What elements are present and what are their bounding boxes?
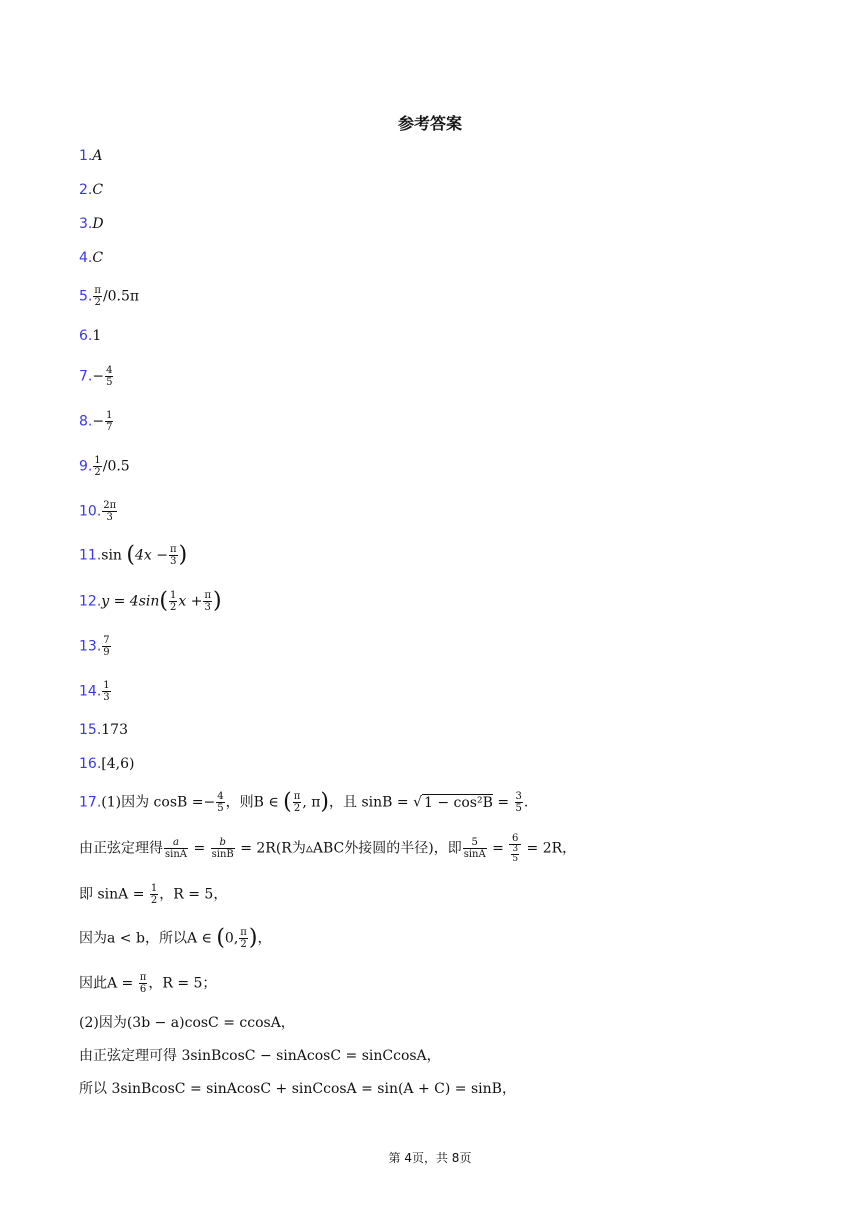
fraction: $\frac{1}{2}$ — [94, 455, 101, 478]
answer-number: 15. — [79, 722, 102, 738]
answer-number: 12. — [79, 593, 102, 610]
answer-2 — [79, 180, 103, 200]
answer-number: 6. — [79, 328, 93, 344]
solution-line-1: 17.(1)因为 cosB =− $\frac{4}{5}$ ，则B ∈ ( $\frac{\pi}{2}$ , π)，且 sinB = √ 1 − cos²B = $\frac{3}{5}$ . — [79, 789, 529, 815]
fraction: $\frac{\pi}{2}$ — [240, 927, 247, 950]
answer-number: 14. — [79, 683, 102, 700]
answer-8 — [79, 410, 114, 433]
answer-14 — [79, 680, 112, 703]
answer-number: 8. — [79, 413, 93, 430]
sign: − — [92, 413, 105, 430]
solution-line-7: 由正弦定理可得 3sinBcosC − sinAcosC = sinCcosA， — [79, 1048, 441, 1064]
answer-value: C — [92, 182, 104, 198]
answer-1 — [79, 146, 102, 166]
fraction: $\frac{4}{5}$ — [217, 791, 224, 814]
answer-11: 11.sin (4x − $\frac{\pi}{3}$ ) — [79, 542, 188, 568]
answer-4 — [79, 248, 103, 268]
answer-number: 13. — [79, 638, 102, 655]
answer-number: 11. — [79, 547, 102, 564]
answer-5 — [79, 285, 139, 308]
solution-line-5: 因此A = $\frac{\pi}{6}$ ，R = 5； — [79, 972, 217, 995]
solution-line-4: 因为a < b，所以A ∈ (0, $\frac{\pi}{2}$ )， — [79, 925, 272, 951]
fraction: $\frac{\pi}{2}$ — [293, 791, 301, 814]
answer-value: /0.5 — [102, 458, 130, 475]
solution-line-2: 由正弦定理得 $\frac{a}{\sin A}$ = $\frac{b}{\sin B}$ = 2R(R为▵ABC外接圆的半径)，即 $\frac{5}{\sin A}$ = $\frac{6}{\frac{3}{5}}$ = 2R， — [79, 833, 577, 864]
answer-3 — [79, 214, 104, 234]
answer-9 — [79, 455, 130, 478]
answer-13 — [79, 635, 112, 658]
answer-number: 1. — [79, 148, 93, 164]
answer-number: 9. — [79, 458, 93, 475]
answer-16 — [79, 754, 134, 774]
fraction: $\frac{7}{9}$ — [103, 635, 110, 658]
fraction: $\frac{6}{\frac{3}{5}}$ — [509, 833, 521, 864]
answer-value: 1 — [92, 328, 102, 344]
answer-number: 7. — [79, 368, 93, 385]
answer-12: 12.y = 4sin( $\frac{1}{2}$ x + $\frac{\pi}{3}$ ) — [79, 588, 222, 614]
fraction: $\frac{\pi}{3}$ — [169, 544, 177, 567]
answer-number: 16. — [79, 756, 102, 772]
sqrt-expression: 1 − cos²B — [424, 794, 493, 811]
answer-7 — [79, 365, 114, 388]
solution-line-8: 所以 3sinBcosC = sinAcosC + sinCcosA = sin(A + C) = sinB， — [79, 1081, 516, 1097]
answer-number: 2. — [79, 182, 93, 198]
answer-value: A — [92, 148, 103, 164]
fraction: $\frac{5}{\sin A}$ — [463, 837, 486, 860]
answer-number: 4. — [79, 250, 93, 266]
fraction: $\frac{a}{\sin A}$ — [165, 837, 187, 860]
page-footer: 第 4页，共 8页 — [388, 1151, 472, 1165]
answer-value: 173 — [101, 722, 128, 738]
answer-number: 17. — [79, 794, 102, 811]
answer-number: 3. — [79, 216, 93, 232]
solution-line-3: 即 sinA = $\frac{1}{2}$ ，R = 5， — [79, 883, 228, 906]
fraction: $\frac{\pi}{2}$ — [94, 285, 101, 308]
answer-6 — [79, 326, 101, 346]
answer-value: /0.5π — [102, 288, 140, 305]
fraction: $\frac{4}{5}$ — [106, 365, 113, 388]
answer-number: 5. — [79, 288, 93, 305]
solution-line-6: (2)因为(3b − a)cosC = ccosA， — [79, 1015, 295, 1031]
fraction: $\frac{1}{2}$ — [170, 590, 177, 613]
sign: − — [92, 368, 105, 385]
fraction: $\frac{1}{3}$ — [103, 680, 110, 703]
answer-15 — [79, 720, 128, 740]
fraction: $\frac{\pi}{6}$ — [139, 972, 147, 995]
answer-number: 10. — [79, 503, 102, 520]
answer-10 — [79, 500, 118, 523]
page-title: 参考答案 — [397, 114, 462, 133]
fraction: $\frac{2\pi}{3}$ — [103, 500, 117, 523]
fraction: $\frac{1}{2}$ — [150, 883, 158, 906]
fraction: $\frac{\pi}{3}$ — [204, 590, 212, 613]
fraction: $\frac{b}{\sin B}$ — [211, 837, 234, 860]
answer-value: C — [92, 250, 104, 266]
fraction: $\frac{1}{7}$ — [106, 410, 113, 433]
answer-value: [4,6) — [101, 756, 135, 772]
fraction: $\frac{3}{5}$ — [515, 791, 522, 814]
answer-value: D — [92, 216, 104, 232]
